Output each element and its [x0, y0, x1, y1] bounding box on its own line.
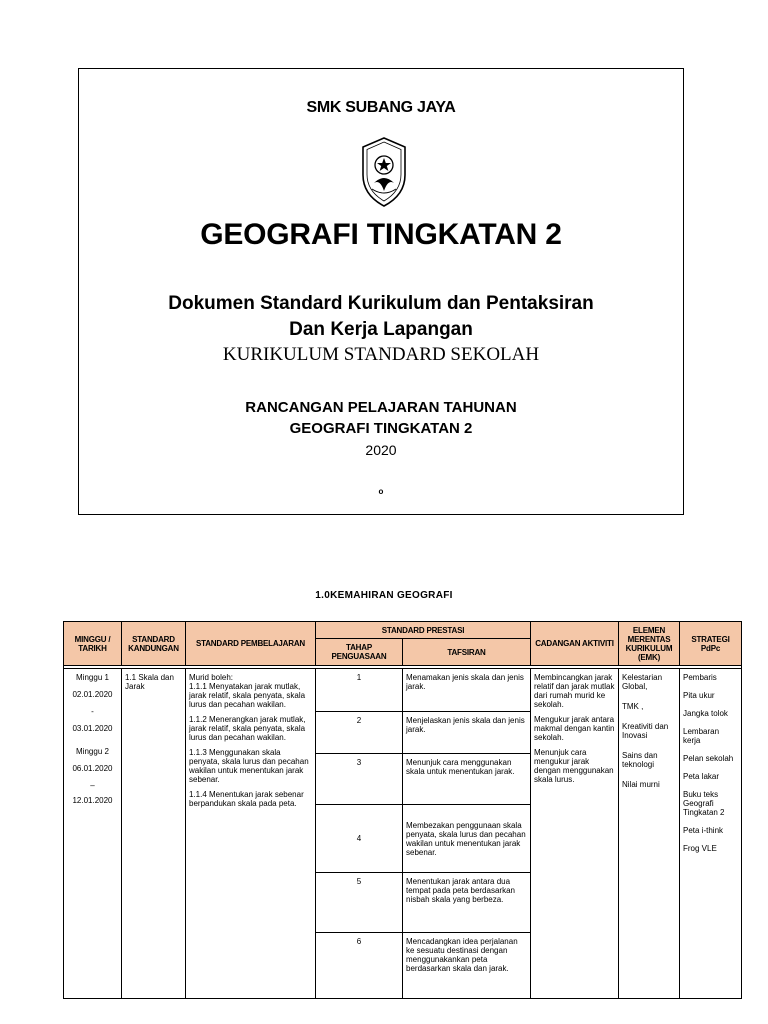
strategy-item: Pita ukur: [683, 691, 715, 700]
emk-item: Sains dan teknologi: [622, 751, 658, 769]
main-title: GEOGRAFI TINGKATAN 2: [200, 218, 562, 251]
tahap-cell: 6: [316, 933, 403, 999]
header-strategi: STRATEGI PdPc: [680, 622, 742, 666]
tahap-cell: 3: [316, 754, 403, 805]
cover-page: [78, 68, 684, 515]
school-name: SMK SUBANG JAYA: [306, 99, 456, 116]
activity-item: Membincangkan jarak relatif dan jarak mutlak dari rumah murid ke sekolah.: [534, 673, 615, 709]
activity-item: Menunjuk cara mengukur jarak dengan menggunakan skala lurus.: [534, 748, 614, 784]
table-row: [64, 669, 742, 712]
emk-item: Kreativiti dan Inovasi: [622, 722, 669, 740]
date-line: Minggu 2: [76, 747, 109, 756]
strategy-item: Buku teks Geografi Tingkatan 2: [683, 790, 725, 817]
learning-standard-item: 1.1.4 Menentukan jarak sebenar berpandukan skala pada peta.: [189, 790, 304, 808]
emk-item: Kelestarian Global,: [622, 673, 663, 691]
tafsiran-cell: Menjelaskan jenis skala dan jenis jarak.: [403, 712, 531, 754]
emk-cell: [619, 669, 680, 999]
tahap-cell: 5: [316, 873, 403, 933]
tafsiran-cell: Menunjuk cara menggunakan skala untuk menentukan jarak.: [403, 754, 531, 805]
header-tafsiran: TAFSIRAN: [403, 639, 531, 666]
emk-item: TMK ,: [622, 702, 644, 711]
strategi-cell: [680, 669, 742, 999]
date-line: 12.01.2020: [72, 796, 113, 805]
activity-item: Mengukur jarak antara makmal dengan kantin sekolah.: [534, 715, 615, 742]
tahap-cell: 2: [316, 712, 403, 754]
header-emk: ELEMEN MERENTAS KURIKULUM (EMK): [619, 622, 680, 666]
strategy-item: Peta lakar: [683, 772, 720, 781]
standard-pembelajaran-cell: [186, 669, 316, 999]
header-standard-kandungan: STANDARD KANDUNGAN: [122, 622, 186, 666]
date-line: 02.01.2020: [72, 690, 113, 699]
year: 2020: [365, 442, 397, 458]
date-line: Minggu 1: [76, 673, 109, 682]
date-line: 03.01.2020: [72, 724, 113, 733]
document-title-line-2: Dan Kerja Lapangan: [289, 319, 473, 340]
document-title-line-1: Dokumen Standard Kurikulum dan Pentaksiran: [168, 293, 594, 314]
date-line: -: [91, 707, 94, 716]
tafsiran-cell: Mencadangkan idea perjalanan ke sesuatu destinasi dengan menggunakankan peta berdasarkan skala dan jarak.: [403, 933, 531, 999]
date-cell: [64, 669, 122, 999]
strategy-item: Frog VLE: [683, 844, 717, 853]
date-line: –: [90, 781, 95, 790]
learning-standard-item: 1.1.3 Menggunakan skala penyata, skala lurus dan pecahan wakilan untuk menentukan jarak sebenar.: [189, 748, 309, 784]
strategy-item: Lembaran kerja: [683, 727, 720, 745]
school-crest-icon: [358, 135, 410, 209]
standard-kandungan-cell: 1.1 Skala dan Jarak: [122, 669, 186, 999]
tafsiran-cell: Menamakan jenis skala dan jenis jarak.: [403, 669, 531, 712]
learning-standard-item: 1.1.2 Menerangkan jarak mutlak, jarak relatif, skala penyata, skala lurus dan pecahan wakilan.: [189, 715, 306, 742]
curriculum-name: KURIKULUM STANDARD SEKOLAH: [222, 344, 540, 365]
tahap-cell: 4: [316, 805, 403, 873]
learning-standard-item: Murid boleh:: [189, 673, 234, 682]
cadangan-aktiviti-cell: [531, 669, 619, 999]
tahap-cell: 1: [316, 669, 403, 712]
header-tahap-penguasaan: TAHAP PENGUASAAN: [316, 639, 403, 666]
header-minggu: MINGGU / TARIKH: [64, 622, 122, 666]
header-standard-prestasi: STANDARD PRESTASI: [316, 622, 531, 639]
plan-title-line-2: GEOGRAFI TINGKATAN 2: [289, 420, 473, 437]
strategy-item: Jangka tolok: [683, 709, 728, 718]
strategy-item: Peta i-think: [683, 826, 724, 835]
page-mark: o: [378, 487, 384, 496]
lesson-plan-table: [63, 621, 742, 999]
strategy-item: Pelan sekolah: [683, 754, 734, 763]
date-line: 06.01.2020: [72, 764, 113, 773]
section-title: 1.0KEMAHIRAN GEOGRAFI: [315, 590, 453, 601]
tafsiran-cell: Membezakan penggunaan skala penyata, skala lurus dan pecahan wakilan untuk menentukan jarak sebenar.: [403, 805, 531, 873]
header-standard-pembelajaran: STANDARD PEMBELAJARAN: [186, 622, 316, 666]
learning-standard-item: 1.1.1 Menyatakan jarak mutlak, jarak relatif, skala penyata, skala lurus dan pecahan wakilan.: [189, 682, 306, 709]
tafsiran-cell: Menentukan jarak antara dua tempat pada peta berdasarkan nisbah skala yang berbeza.: [403, 873, 531, 933]
strategy-item: Pembaris: [683, 673, 717, 682]
header-cadangan-aktiviti: CADANGAN AKTIVITI: [531, 622, 619, 666]
emk-item: Nilai murni: [622, 780, 660, 789]
plan-title-line-1: RANCANGAN PELAJARAN TAHUNAN: [245, 399, 517, 416]
